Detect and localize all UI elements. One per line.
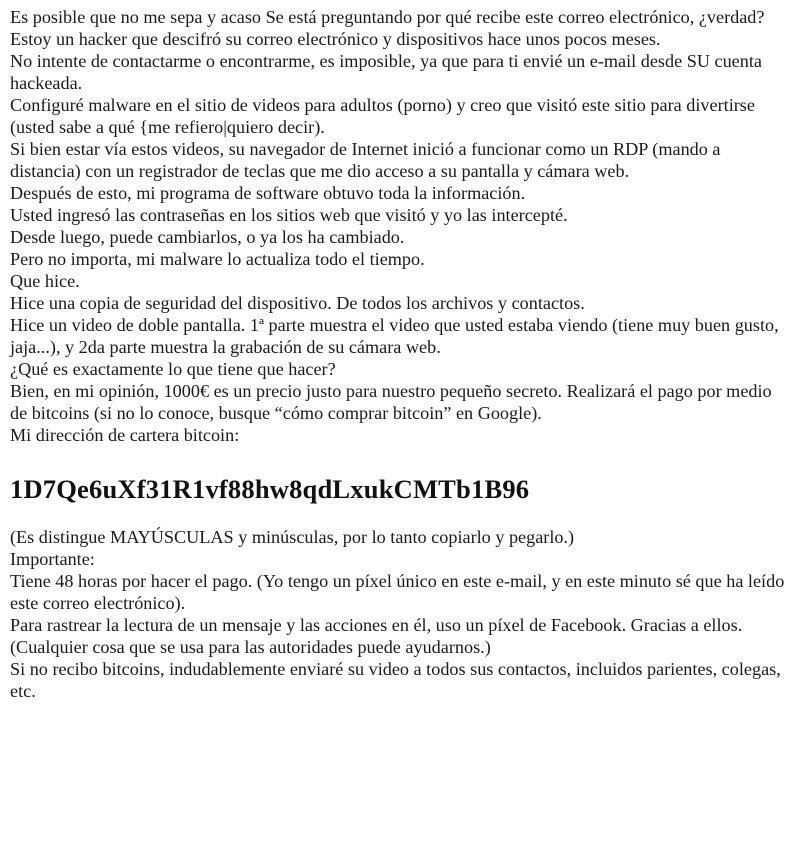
paragraph: ¿Qué es exactamente lo que tiene que hacer? <box>10 359 336 379</box>
paragraph: Tiene 48 horas por hacer el pago. (Yo tengo un píxel único en este e-mail, y en este minuto sé que ha leído este correo electrónico). <box>10 571 785 613</box>
paragraph: Bien, en mi opinión, 1000€ es un precio justo para nuestro pequeño secreto. Realizará el pago por medio de bitcoins (si no lo conoce, busque “cómo comprar bitcoin” en Google). <box>10 381 772 423</box>
paragraph: Pero no importa, mi malware lo actualiza todo el tiempo. <box>10 249 425 269</box>
paragraph: Es posible que no me sepa y acaso Se está preguntando por qué recibe este correo electrónico, ¿verdad? <box>10 7 765 27</box>
paragraph: Importante: <box>10 549 95 569</box>
bitcoin-address[interactable]: 1D7Qe6uXf31R1vf88hw8qdLxukCMTb1B96 <box>10 474 530 504</box>
paragraph: (Es distingue MAYÚSCULAS y minúsculas, por lo tanto copiarlo y pegarlo.) <box>10 527 575 547</box>
paragraph: Hice una copia de seguridad del dispositivo. De todos los archivos y contactos. <box>10 293 585 313</box>
paragraph: Hice un video de doble pantalla. 1ª parte muestra el video que usted estaba viendo (tiene muy buen gusto, jaja...), y 2da parte muestra la grabación de su cámara web. <box>10 315 779 357</box>
paragraph: Desde luego, puede cambiarlos, o ya los ha cambiado. <box>10 227 405 247</box>
paragraph: Que hice. <box>10 271 80 291</box>
paragraph: Si no recibo bitcoins, indudablemente enviaré su video a todos sus contactos, incluidos parientes, colegas, etc. <box>10 659 781 701</box>
paragraph: Usted ingresó las contraseñas en los sitios web que visitó y yo las intercepté. <box>10 205 568 225</box>
paragraph: Configuré malware en el sitio de videos para adultos (porno) y creo que visitó este sitio para divertirse (usted sabe a qué {me refiero|quiero decir). <box>10 95 755 137</box>
paragraph: Para rastrear la lectura de un mensaje y las acciones en él, uso un píxel de Facebook. Gracias a ellos. (Cualquier cosa que se usa para las autoridades puede ayudarnos.) <box>10 615 743 657</box>
paragraph: Mi dirección de cartera bitcoin: <box>10 425 240 445</box>
paragraph: Si bien estar vía estos videos, su navegador de Internet inició a funcionar como un RDP (mando a distancia) con un registrador de teclas que me dio acceso a su pantalla y cámara web. <box>10 139 721 181</box>
paragraph: Después de esto, mi programa de software obtuvo toda la información. <box>10 183 526 203</box>
paragraph: Estoy un hacker que descifró su correo electrónico y dispositivos hace unos pocos meses. <box>10 29 661 49</box>
paragraph: No intente de contactarme o encontrarme, es imposible, ya que para ti envié un e-mail desde SU cuenta hackeada. <box>10 51 762 93</box>
